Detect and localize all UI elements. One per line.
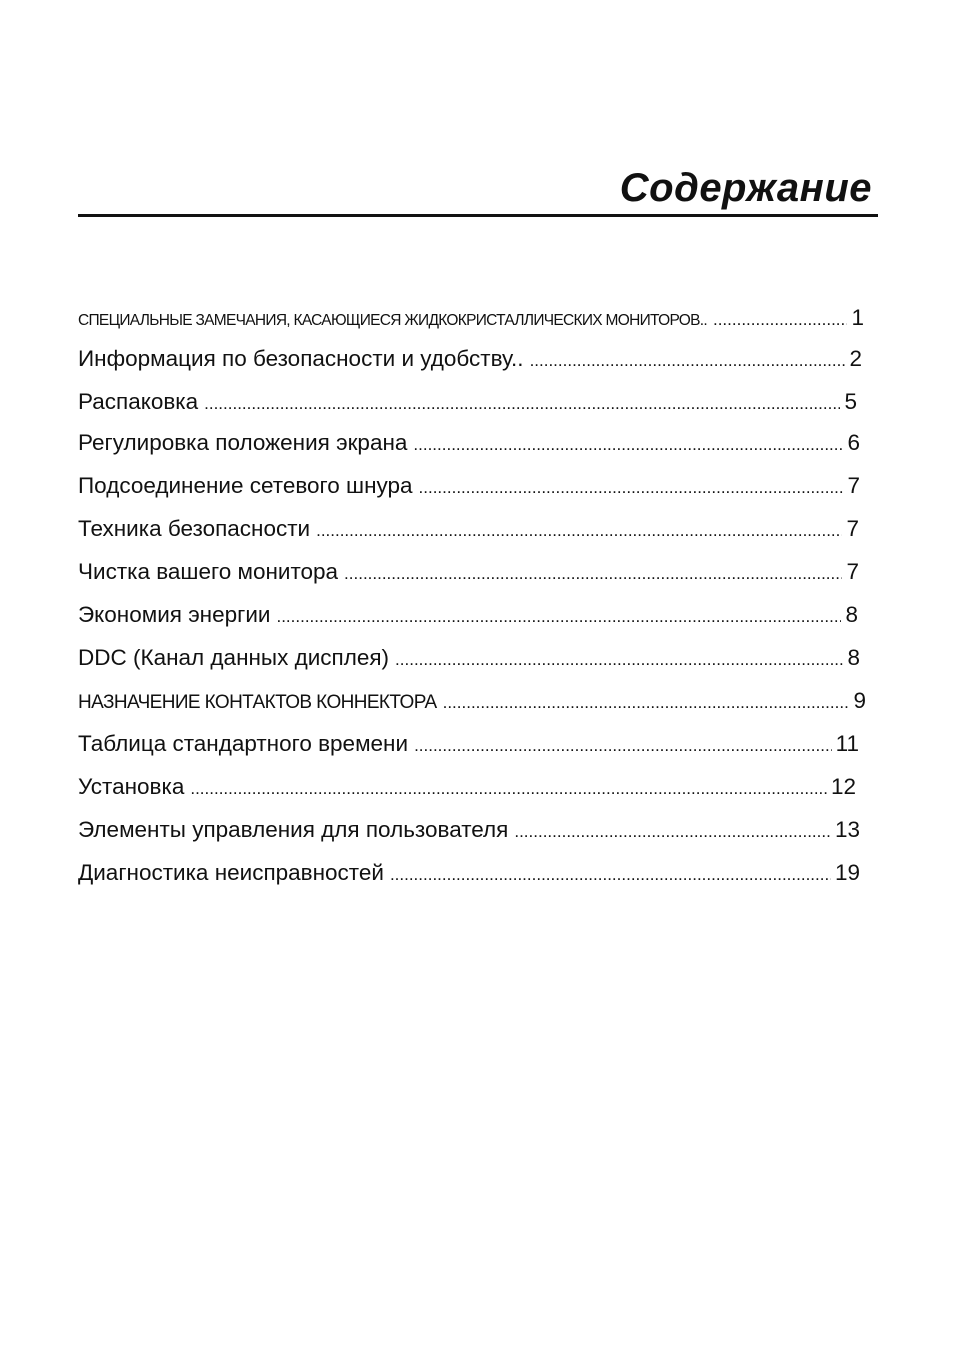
toc-entry-page: 11 — [835, 731, 859, 756]
toc-entry-page: 5 — [844, 389, 857, 414]
toc-entry-page: 7 — [847, 473, 860, 498]
toc-entry-leader — [204, 390, 840, 418]
toc-entry[interactable] — [78, 558, 859, 588]
toc-entry[interactable] — [78, 773, 856, 803]
toc-entry-page: 6 — [847, 430, 860, 455]
toc-entry-label: Диагностика неисправностей — [78, 860, 384, 885]
toc-entry-page: 7 — [846, 559, 859, 584]
toc-entry[interactable] — [78, 816, 860, 846]
toc-entry[interactable] — [78, 388, 857, 418]
toc-entry-page: 1 — [851, 305, 864, 330]
toc-entry[interactable] — [78, 687, 866, 717]
toc-entry-page: 7 — [846, 516, 859, 541]
toc-entry-label: Распаковка — [78, 389, 199, 414]
toc-entry-leader — [395, 646, 843, 674]
toc-entry-label: DDC (Канал данных дисплея) — [78, 645, 390, 670]
toc-entry[interactable] — [78, 345, 862, 375]
toc-entry-leader — [530, 347, 846, 375]
toc-entry-leader — [419, 474, 844, 502]
toc-entry-leader — [316, 517, 842, 545]
toc-entry-page: 9 — [853, 688, 866, 713]
toc-entry-label: Информация по безопасности и удобству.. — [78, 346, 524, 371]
toc-entry-label: Подсоединение сетевого шнура — [78, 473, 413, 498]
toc-entry[interactable] — [78, 304, 864, 335]
toc-entry[interactable] — [78, 859, 860, 889]
toc-entry-page: 2 — [849, 346, 862, 371]
toc-entry-label: Таблица стандартного времени — [78, 731, 409, 756]
toc-entry-label: Элементы управления для пользователя — [78, 817, 509, 842]
toc-entry-leader — [413, 431, 843, 459]
toc-entry-page: 8 — [847, 645, 860, 670]
toc-entry[interactable] — [78, 644, 860, 674]
toc-entry-page: 8 — [845, 602, 858, 627]
toc-entry[interactable] — [78, 515, 859, 545]
toc-entry[interactable] — [78, 730, 859, 760]
toc-entry-label: Техника безопасности — [78, 516, 311, 541]
toc-entry-leader — [344, 560, 842, 588]
toc-entry-page: 12 — [830, 774, 856, 799]
toc-entry-leader — [713, 306, 848, 334]
toc-entry-leader — [514, 818, 831, 846]
toc-entry-leader — [190, 775, 827, 803]
toc-entry-page: 13 — [834, 817, 860, 842]
page-title: Содержание — [619, 166, 872, 210]
toc-entry-label: СПЕЦИАЛЬНЫЕ ЗАМЕЧАНИЯ, КАСАЮЩИЕСЯ ЖИДКОКРИСТАЛЛИЧЕСКИХ МОНИТОРОВ.. — [78, 312, 707, 329]
toc-entry-label: Установка — [78, 774, 185, 799]
toc-entry-leader — [276, 603, 841, 631]
toc-entry-label: Регулировка положения экрана — [78, 430, 408, 455]
toc-entry-label: НАЗНАЧЕНИЕ КОНТАКТОВ КОННЕКТОРА — [78, 692, 437, 713]
toc-entry-leader — [414, 732, 832, 760]
toc-entry[interactable] — [78, 472, 860, 502]
toc-entry[interactable] — [78, 429, 860, 459]
toc-entry-label: Экономия энергии — [78, 602, 271, 627]
toc-entry[interactable] — [78, 601, 858, 631]
toc-entry-label: Чистка вашего монитора — [78, 559, 339, 584]
toc-entry-leader — [443, 689, 850, 717]
toc-entry-page: 19 — [834, 860, 860, 885]
toc-entry-leader — [390, 861, 831, 889]
